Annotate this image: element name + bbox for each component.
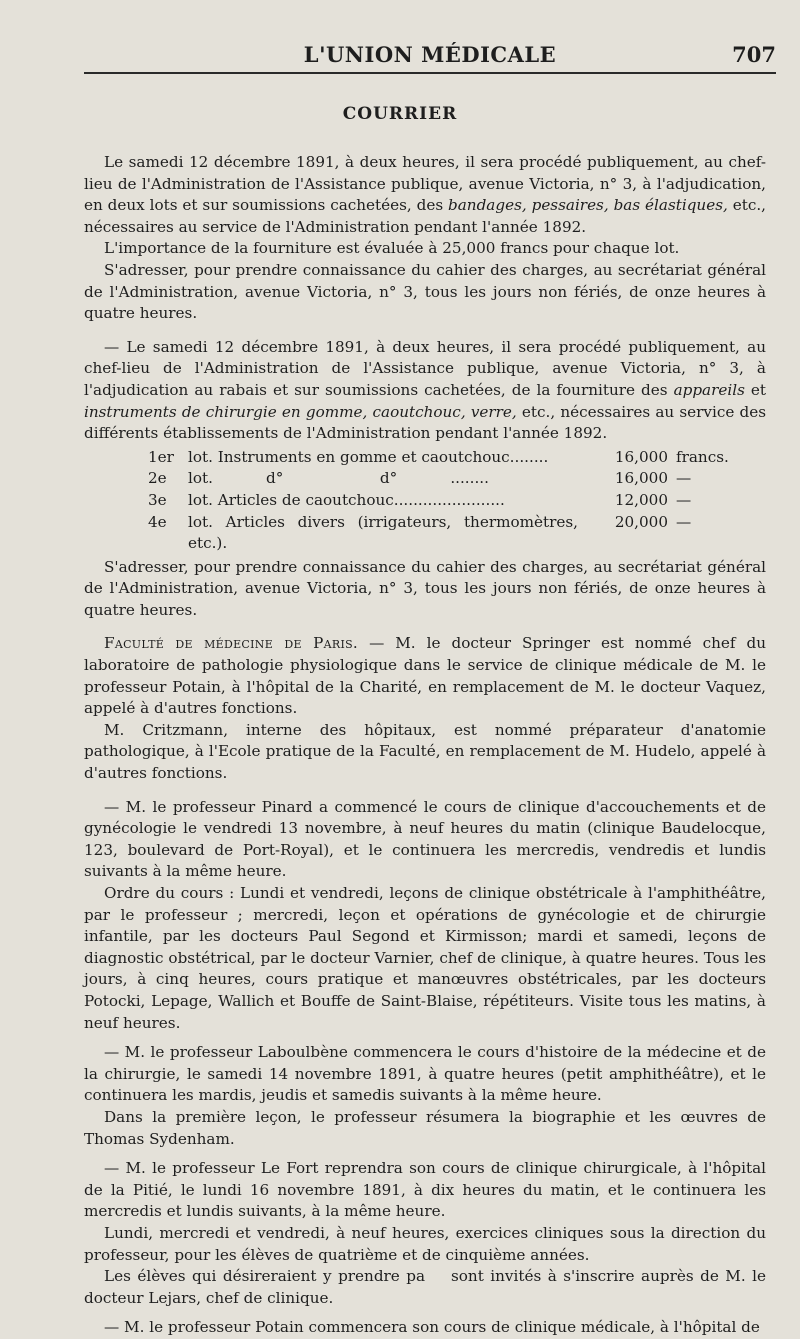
table-row: 3e lot. Articles de caoutchouc....................... 12,000 — — [148, 490, 692, 509]
paragraph: — M. le professeur Potain commencera son cours de clinique médicale, à l'hôpital de — [104, 1318, 760, 1337]
table-row: 2e lot. d° d° ........ 16,000 — — [148, 469, 692, 488]
paragraph: Dans la première leçon, le professeur résumera la biographie et les œuvres de Thomas Sydenham. — [84, 1107, 766, 1148]
faculty-label: Faculté de médecine de Paris. — [104, 634, 359, 653]
paragraph: — M. le professeur Laboulbène commencera le cours d'histoire de la médecine et de la chirurgie, le samedi 14 novembre 1891, à quatre heures (petit amphithéâtre), et le continuera les mardis, jeudis et samedis suivants à la même heure. — [84, 1043, 766, 1105]
table-row: 4e lot. Articles divers (irrigateurs, thermomètres, etc.). 20,000 — — [148, 512, 692, 553]
page-header — [84, 36, 776, 74]
paragraph: M. Critzmann, interne des hôpitaux, est nommé préparateur d'anatomie pathologique, à l'Ecole pratique de la Faculté, en remplacement de M. Hudelo, appelé à d'autres fonctions. — [84, 720, 766, 783]
paragraph: — M. le professeur Le Fort reprendra son cours de clinique chirurgicale, à l'hôpital de la Pitié, le lundi 16 novembre 1891, à dix heures du matin, et le continuera les mercredis et lundis suivants, à la même heure. — [84, 1159, 766, 1221]
paragraph: Le samedi 12 décembre 1891, à deux heures, il sera procédé publiquement, au chef-lieu de l'Administration de l'Assistance publique, avenue Victoria, n° 3, à l'adjudication, en deux lots et sur soumissions cachetées, des bandages, pessaires, bas élastiques, etc., nécessaires au service de l'Administration pendant l'année 1892. — [84, 153, 766, 236]
lots-table — [148, 447, 736, 555]
paragraph: Les élèves qui désireraient y prendre pa sont invités à s'inscrire auprès de M. le docteur Lejars, chef de clinique. — [84, 1267, 771, 1307]
paragraph: — Le samedi 12 décembre 1891, à deux heures, il sera procédé publiquement, au chef-lieu de l'Administration de l'Assistance publique, avenue Victoria, n° 3, à l'adjudication au rabais et sur soumissions cachetées, de la fourniture des appareils et instruments de chirurgie en gomme, caoutchouc, verre, etc., nécessaires au service des différents établissements de l'Administration pendant l'année 1892. — [84, 337, 766, 443]
table-row: 1er lot. Instruments en gomme et caoutchouc........ 16,000 francs. — [148, 447, 729, 466]
journal-title: L'UNION MÉDICALE — [303, 42, 557, 67]
article-body — [84, 152, 771, 1339]
paragraph: Faculté de médecine de Paris. — M. le docteur Springer est nommé chef du laboratoire de pathologie physiologique dans le service de clinique médicale de M. le professeur Potain, à l'hôpital de la Charité, en remplacement de M. le docteur Vaquez, appelé à d'autres fonctions. — [84, 634, 766, 718]
paragraph: Ordre du cours : Lundi et vendredi, leçons de clinique obstétricale à l'amphithéâtre, par le professeur ; mercredi, leçon et opérations de gynécologie et de chirurgie infantile, par les docteurs Paul Segond et Kirmisson; mardi et samedi, leçons de diagnostic obstétrical, par le docteur Varnier, chef de clinique, à quatre heures. Tous les jours, à cinq heures, cours pratique et manœuvres obstétricales, par les docteurs Potocki, Lepage, Wallich et Bouffe de Saint-Blaise, répétiteurs. Visite tous les matins, à neuf heures. — [84, 884, 766, 1032]
paragraph: S'adresser, pour prendre connaissance du cahier des charges, au secrétariat général de l'Administration, avenue Victoria, n° 3, tous les jours non fériés, de onze heures à quatre heures. — [84, 557, 766, 619]
paragraph: S'adresser, pour prendre connaissance du cahier des charges, au secrétariat général de l'Administration, avenue Victoria, n° 3, tous les jours non fériés, de onze heures à quatre heures. — [84, 260, 766, 323]
paragraph: Lundi, mercredi et vendredi, à neuf heures, exercices cliniques sous la direction du professeur, pour les élèves de quatrième et de cinquième années. — [84, 1223, 766, 1264]
paragraph: — M. le professeur Pinard a commencé le cours de clinique d'accouchements et de gynécologie le vendredi 13 novembre, à neuf heures du matin (clinique Baudelocque, 123, boulevard de Port-Royal), et le continuera les mercredis, vendredis et lundis suivants à la même heure. — [84, 797, 766, 881]
section-title: COURRIER — [342, 104, 458, 124]
page-number: 707 — [732, 42, 776, 67]
paragraph: L'importance de la fourniture est évaluée à 25,000 francs pour chaque lot. — [104, 239, 680, 258]
